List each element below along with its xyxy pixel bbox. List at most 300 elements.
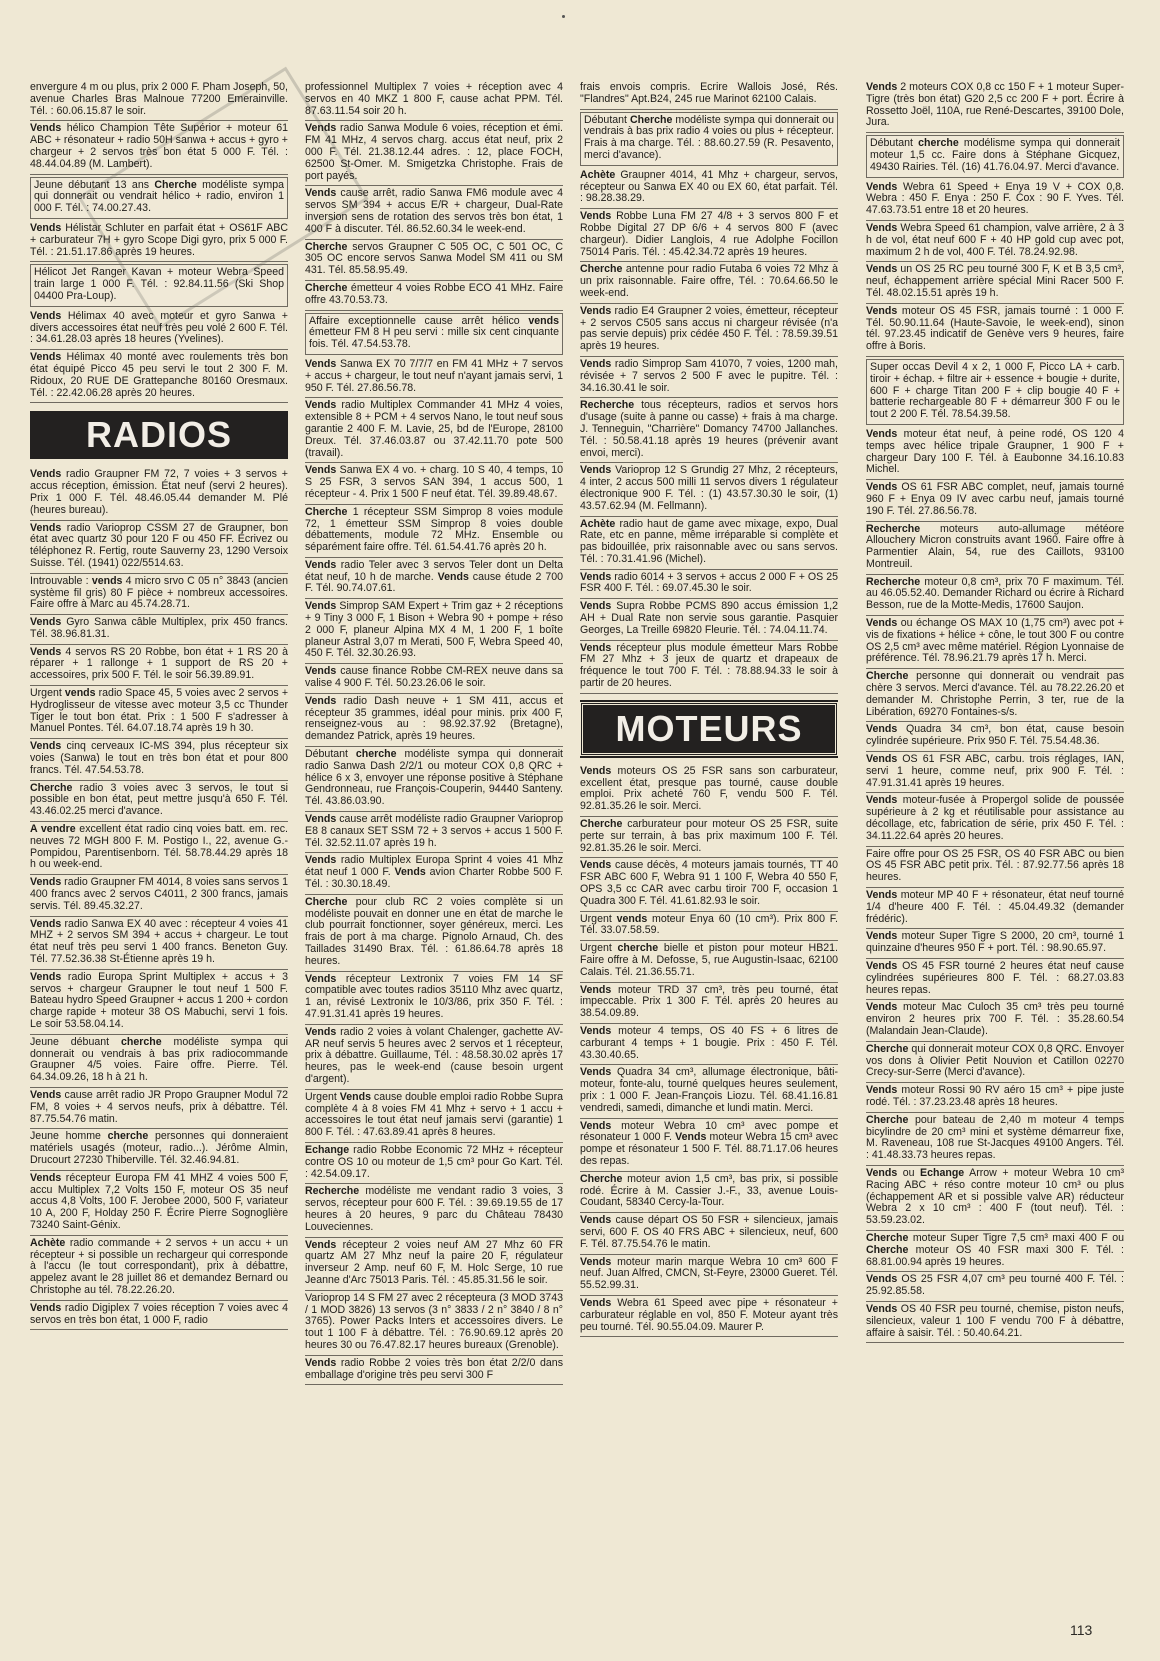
ad-text: OS 61 FSR ABC, carbu. trois réglages, IAN, servi 1 heure, comme neuf, prix 900 F. Tél. : 47.91.31.41 après 19 heures.	[866, 753, 1124, 789]
ad-text: modéliste me vendant radio 3 voies, 3 servos, récepteur pour 600 F. Tél. : 39.69.19.55 de 17 heures à 20 heures, 9 parc du Château 78430 Louveciennes.	[305, 1185, 563, 1233]
classified-ad	[30, 1236, 288, 1301]
classified-ad	[305, 1090, 563, 1143]
ad-text: radio Teler avec 3 servos Teler dont un Delta état neuf, 10 h de marche.	[305, 558, 563, 583]
ad-text: moteur état neuf, à peine rodé, OS 120 4 temps avec hélice tripale Graupner, 1 900 F + chargeur Dary 100 F. Tél. à Eaubonne 34.16.10.83 Michel.	[866, 427, 1124, 476]
classified-ad	[580, 209, 838, 262]
ad-keyword: Vends	[580, 983, 612, 996]
ad-text: radio Simprop Sam 41070, 7 voies, 1200 mah, révisée + 7 servos 2 500 F avec le pupitre. Tél. : 34.16.30.41 le soir.	[580, 357, 838, 394]
classified-ad	[580, 599, 838, 640]
ad-text: Hélimax 40 monté avec roulements très bon état équipé Picco 45 peu servi le tout 2 300 F. M. Ridoux, 20 RUE DE Grattepanche 80160 Oresmaux. Tél. : 22.42.06.28 après 20 heures.	[30, 351, 288, 399]
ad-text: modéliste sympa qui donnerait ou vendrais à bas prix radio 4 voies ou plus + récepteur. Frais à ma charge. Tél. : 88.60.27.59 (R. Pesavento, merci d'avance).	[584, 113, 834, 161]
ad-text: radio Graupner FM 4014, 8 voies sans servos 1 400 francs avec 2 servos C4011, 2 300 francs, jamais servis. Tél. 89.45.32.27.	[30, 876, 288, 912]
ad-keyword: Cherche	[866, 1231, 909, 1244]
ad-text: moteur OS 40 FSR maxi 300 F. Tél. : 68.81.00.94 après 19 heures.	[866, 1243, 1124, 1268]
ad-keyword: Vends	[305, 813, 337, 826]
ad-text: Urgent	[580, 942, 618, 955]
classified-ad	[305, 664, 563, 694]
ad-keyword: Vends	[866, 1084, 898, 1097]
classified-ad	[30, 521, 288, 574]
ad-text: carburateur pour moteur OS 25 FSR, suite perte sur terrain, à bas prix maximum 100 F. Tél. 92.81.35.26 le soir. Merci.	[580, 818, 838, 854]
ad-text: Affaire exceptionnelle cause arrêt hélico	[309, 314, 529, 327]
classified-ad	[305, 240, 563, 281]
ad-text: moteur avion 1,5 cm³, bas prix, si possible rodé. Écrire à M. Cassier J.-F., 33, avenue Louis-Coudant, 58340 Cercy-la-Tour.	[580, 1172, 838, 1209]
classified-ad	[866, 1000, 1124, 1041]
ad-keyword: Achète	[580, 168, 616, 181]
ad-keyword: Vends	[580, 570, 612, 583]
ad-text: émetteur FM 8 H peu servi : mille six cent cinquante fois. Tél. 47.54.53.78.	[309, 326, 559, 351]
ad-keyword: Cherche	[580, 818, 623, 831]
classified-ad	[305, 972, 563, 1025]
ad-text: radio Sanwa EX 40 avec : récepteur 4 voies 41 MHZ + 2 servos SM 394 + accus + chargeur. Le tout état neuf très peu servi 1 400 francs. Beneton Guy. Tél. 77.52.36.38 St-Étienne après 19 h.	[30, 917, 288, 966]
ad-keyword: Recherche	[866, 575, 921, 588]
ad-text: récepteur 2 voies neuf AM 27 Mhz 60 FR quartz AM 27 Mhz neuf la paire 20 F, régulateur inverseur 2 Amp. neuf 60 F, M. Holc Serge, 10 rue Jeanne d'Arc 75013 Paris. Tél. : 45.85.31.56 le soir.	[305, 1238, 563, 1286]
ad-keyword: cherche	[617, 942, 659, 955]
classified-ad	[580, 1255, 838, 1296]
classified-ad	[305, 1356, 563, 1386]
ad-text: radio Multiplex Europa Sprint 4 voies 41 Mhz état neuf 1 000 F.	[305, 854, 563, 879]
ad-text: Hélistar Schluter en parfait état + OS61F ABC + carburateur 7H + gyro Scope Digi gyro, prix 5 000 F. Tél. : 21.51.17.86 après 19 heures.	[30, 221, 288, 258]
classified-ad	[580, 463, 838, 516]
ad-text: radio Robbe 2 voies très bon état 2/2/0 dans emballage d'origine très peu servi 300 F	[305, 1356, 563, 1381]
ad-keyword: cherche	[120, 1035, 162, 1048]
classified-ad	[305, 1025, 563, 1090]
ad-keyword: Vends	[305, 357, 337, 370]
classified-ad	[866, 722, 1124, 752]
ad-keyword: Achète	[580, 517, 616, 530]
classified-ad	[866, 359, 1124, 425]
ad-keyword: Vends	[866, 427, 898, 440]
ad-text: Hélicot Jet Ranger Kavan + moteur Webra Speed train large 1 000 F. Tél. : 92.84.11.56 (Ski Shop 04400 Pra-Loup).	[34, 266, 284, 302]
ad-text: Hélimax 40 avec moteur et gyro Sanwa + divers accessoires état neuf très peu volé 2 600 F. Tél. : 34.61.28.03 après 18 heures (Yvelines).	[30, 309, 288, 346]
classified-ad	[580, 398, 838, 463]
classified-ad	[305, 853, 563, 894]
ad-text: qui donnerait moteur COX 0,8 QRC. Envoyer vos dons à Olivier Petit Nouvion et Catillon 02270 Crecy-sur-Serre (Merci d'avance).	[866, 1042, 1124, 1079]
ad-keyword: Vends	[580, 641, 612, 654]
classified-ad	[305, 186, 563, 239]
ad-keyword: Echange	[305, 1143, 350, 1156]
classified-ad	[866, 304, 1124, 357]
ad-keyword: Vends	[30, 1301, 62, 1314]
classified-ad	[580, 641, 838, 694]
ad-keyword: Vends	[305, 399, 337, 412]
classified-ad	[580, 262, 838, 303]
classified-ad	[30, 467, 288, 520]
ad-keyword: Vends	[866, 304, 898, 317]
ad-text: OS 61 FSR ABC complet, neuf, jamais tourné 960 F + Enya 09 IV avec carbu neuf, jamais tourné 190 F. Tél. 27.86.56.78.	[866, 481, 1124, 517]
classified-ad	[866, 1166, 1124, 1231]
classified-ad	[580, 80, 838, 110]
classified-ad	[305, 1291, 563, 1356]
classified-ad	[305, 505, 563, 558]
ad-text: radio Europa Sprint Multiplex + accus + 3 servos + chargeur Graupner le tout neuf 1 500 F. Bateau hydro Speed Graupner + accus 1 200 + cordon charge rapide + moteur 38 OS Mabuchi, servi 1 fois. Le soir 53.58.04.14.	[30, 970, 288, 1030]
ad-text: radio Multiplex Commander 41 MHz 4 voies, extensible 8 + PCM + 4 servos Nano, le tout neuf sous garantie 2 400 F. M. Lavie, 25, bd de l'Europe, 28100 Dreux. Tél. 37.46.03.87 ou 37.42.11.70 pote 500 (travail).	[305, 399, 563, 459]
ads-list-col3-top	[580, 80, 838, 694]
classified-ad	[30, 264, 288, 306]
ads-list-col2	[305, 80, 563, 1385]
ad-text: Jeune débuant	[30, 1035, 121, 1048]
ad-keyword: Vends	[580, 1255, 612, 1268]
ad-keyword: Vends	[30, 876, 62, 889]
ad-keyword: Vends	[30, 917, 62, 930]
ad-text: 2 moteurs COX 0,8 cc 150 F + 1 moteur Super-Tigre (très bon état) G20 2,5 cc 200 F + port. Écrire à Rossetto Joël, 110A, rue René-Descartes, 39100 Dole, Jura.	[866, 81, 1124, 129]
column-1	[30, 80, 288, 1580]
classified-ad	[305, 121, 563, 186]
classified-ad	[30, 80, 288, 121]
ad-keyword: Cherche	[580, 263, 623, 276]
ad-text: moteur 0,8 cm³, prix 70 F maximum. Tél. au 46.05.52.40. Demander Richard ou écrire à Richard Besson, rue de la Motte-Medis, 17600 Saujon.	[866, 575, 1124, 612]
ad-keyword: Vends	[305, 972, 337, 985]
classified-ad	[580, 570, 838, 600]
ad-keyword: Vends	[866, 930, 898, 943]
ad-text: avion Charter Robbe 500 F. Tél. : 30.30.18.49.	[305, 866, 563, 891]
ad-keyword: Vends	[580, 464, 612, 477]
classified-ad	[30, 350, 288, 403]
ad-text: radio Space 45, 5 voies avec 2 servos + Hydroglisseur de vitesse avec moteur 3,5 cc Thunder Tiger le tout bon état. Prix : 1 500 F s'adresser à Manuel Pontes. Tél. 64.07.18.74 après 19 h 30.	[30, 687, 288, 735]
ad-keyword: Vends	[305, 600, 337, 613]
ad-keyword: Vends	[30, 122, 62, 135]
ad-text: 4 micro srvo C 05 n° 3843 (ancien système fil gris) 80 F pièce + nombreux accessoires. Faire offre à Marc au 45.74.28.71.	[30, 574, 288, 611]
ad-keyword: Achète	[30, 1236, 66, 1249]
ad-keyword: A vendre	[30, 823, 76, 836]
ad-keyword: Vends	[580, 1025, 612, 1037]
ad-text: tous récepteurs, radios et servos hors d'usage (suite à panne ou casse) + frais à ma charge. J. Tenneguin, "Charrière" Domancy 74700 Jallanches. Tél. : 50.58.41.18 après 19 heures (prévenir avant envoi, merci).	[580, 399, 838, 459]
column-4	[866, 80, 1124, 1580]
ad-text: cause arrêt, radio Sanwa FM6 module avec 4 servos SM 394 + accus E/R + chargeur, Dual-Rate inversion sens de rotation des servos très bon état, 1 400 F à discuter. Tél. 86.52.60.34 le week-end.	[305, 187, 563, 235]
ad-text: Varioprop 12 S Grundig 27 Mhz, 2 récepteurs, 4 inter, 2 accus 500 milli 11 servos divers 1 régulateur électronique 900 F. Tél. : (1) 43.57.30.30 le soir, (1) 43.57.62.94 (M. Fellmann).	[580, 464, 838, 512]
ad-text: frais envois compris. Ecrire Wallois José, Rés. "Flandres" Apt.B24, 245 rue Marinot 62100 Calais.	[580, 81, 838, 105]
column-3	[580, 80, 838, 1580]
ad-text: moteur marin marque Webra 10 cm³ 600 F neuf. Juan Alfred, CMCN, St-Feyre, 23000 Gueret. Tél. 55.52.99.31.	[580, 1255, 838, 1292]
ad-keyword: Vends	[580, 304, 612, 317]
ad-text: pour club RC 2 voies complète si un modéliste pouvait en donner une en état de marche le club pourrait fonctionner, soyer généreux, merci. Les frais de port à ma charge. Pignolo Arnaud, Ch. des Taillades 31490 Brax. Tél. : 61.86.64.78 après 18 heures.	[305, 895, 563, 967]
ad-text: Jeune homme	[30, 1130, 108, 1143]
ad-keyword: Vends	[675, 1131, 707, 1144]
ad-text: Simprop SAM Expert + Trim gaz + 2 réceptions + 9 Tiny 3 000 F, 1 Bison + Webra 90 + pompe + réso 2 000 F, planeur Alpina MX 4 M, 1 200 F, 1 boîte planeur Astral 3,07 m Merati, 500 F, Webra Speed 40, 450 F. Tél. 32.30.26.93.	[305, 600, 563, 660]
classified-ad	[866, 888, 1124, 929]
classified-ad	[580, 817, 838, 858]
classified-ad	[580, 1172, 838, 1213]
classified-ad	[580, 1119, 838, 1172]
ad-text: Débutant	[305, 748, 356, 761]
classified-ad	[580, 1065, 838, 1118]
ad-keyword: Vends	[305, 122, 337, 135]
ad-text: Super occas Devil 4 x 2, 1 000 F, Picco LA + carb. tiroir + échap. + filtre air + essence + bougie + durite, 600 F + charge Titan 200 F + clip bougie 40 F + batterie rechargeable 80 F + démarreur 300 F ou le tout 2 200 F. Tél. 78.54.39.58.	[870, 360, 1120, 421]
classified-ad	[866, 522, 1124, 575]
ad-text: OS 45 FSR tourné 2 heures état neuf cause cylindrées supérieures 800 F. Tél. : 68.27.03.83 heures repas.	[866, 960, 1124, 996]
ad-text: 1 récepteur SSM Simprop 8 voies module 72, 1 émetteur SSM Simprop 8 voies double débattements, module 72 MHz. Ensemble ou séparément faire offre. Tél. 61.54.41.76 après 20 h.	[305, 505, 563, 554]
classified-ad	[305, 1238, 563, 1291]
ad-keyword: Vends	[305, 1238, 337, 1251]
ad-keyword: Vends	[580, 600, 612, 613]
ad-keyword: Vends	[866, 1273, 898, 1286]
ad-text: moteur Webra 10 cm³ avec pompe et résonateur 1 000 F.	[580, 1119, 838, 1144]
ad-text: Arrow + moteur Webra 10 cm³ Racing ABC + réso contre moteur 10 cm³ ou plus (échappement AR et si possible valve AR) réducteur Webra 2 x 10 cm³ : 400 F (tout neuf). Tél. : 53.59.23.02.	[866, 1166, 1124, 1227]
print-dot	[562, 15, 565, 18]
ad-keyword: Cherche	[630, 113, 673, 126]
ad-text: moteur Enya 60 (10 cm³). Prix 800 F. Tél. 33.07.58.59.	[580, 912, 838, 937]
ad-text: OS 40 FSR peu tourné, chemise, piston neufs, silencieux, valeur 1 100 F vendu 700 F à débattre, affaire à saisir. Tél. : 50.40.64.21.	[866, 1302, 1124, 1339]
ad-text: Webra 61 Speed avec pipe + résonateur + carburateur réglable en vol, 850 F. Moteur ayant très peu tourné. Tél. 90.55.04.09. Maurer P.	[580, 1296, 838, 1333]
classified-ad	[305, 398, 563, 463]
ad-text: cause étude 2 700 F. Tél. 90.74.07.61.	[305, 570, 563, 595]
ad-text: Webra Speed 61 champion, valve arrière, 2 à 3 h de vol, état neuf 600 F + 40 HP gold cup avec pot, maximum 2 h de vol, 400 F. Tél. 78.24.92.98.	[866, 221, 1124, 258]
ad-text: radio Varioprop CSSM 27 de Graupner, bon état avec quartz 30 pour 120 F ou 450 FF. Écrivez ou téléphonez R. Fertig, route Sauverny 23, 1290 Versoix Suisse. Tél. (1941) 022/5514.63.	[30, 521, 288, 569]
classified-ad	[580, 517, 838, 570]
ad-text: professionnel Multiplex 7 voies + réception avec 4 servos en 40 MKZ 1 800 F, cause achat PPM. Tél. 87.63.11.54 soir 20 h.	[305, 81, 563, 117]
ad-text: radio 3 voies avec 3 servos, le tout si possible en bon état, peut mettre jusqu'à 650 F. Tél. 43.46.02.25 merci d'avance.	[30, 781, 288, 818]
ad-text: récepteur plus module émetteur Mars Robbe FM 27 Mhz + 3 jeux de quartz et drapeaux de fréquence le tout 700 F. Tél. : 78.88.94.33 le soir à partir de 20 heures.	[580, 641, 838, 690]
ad-text: hélico Champion Tête Supérior + moteur 61 ABC + résonateur + radio 50H sanwa + accus + gyro + chargeur + 2 servos très bon état 5 000 F. Tél. : 48.44.04.89 (M. Lambert).	[30, 122, 288, 170]
ad-keyword: Vends	[866, 1166, 898, 1179]
ad-keyword: Vends	[305, 694, 337, 707]
classified-ad	[866, 929, 1124, 959]
ad-text: personnes qui donneraient matériels usagés (moteur, radio...). Jérôme Almin, Drucourt 27230 Thiberville. Tél. 32.46.94.81.	[30, 1130, 288, 1166]
ad-text: moteur Super Tigre 7,5 cm³ maxi 400 F ou	[908, 1231, 1124, 1244]
ad-text: moteur MP 40 F + résonateur, état neuf tourné 1/4 d'heure 400 F. Tél. : 45.04.49.32 (demander frédéric).	[866, 889, 1124, 925]
ad-text: Débutant	[584, 113, 630, 126]
classified-ad	[866, 1302, 1124, 1343]
ad-keyword: Vends	[866, 263, 898, 276]
classified-ad	[580, 912, 838, 942]
ad-keyword: Vends	[30, 740, 62, 753]
classified-ad	[580, 764, 838, 817]
ad-keyword: Vends	[30, 521, 62, 534]
ad-text: Gyro Sanwa câble Multiplex, prix 450 francs. Tél. 38.96.81.31.	[30, 616, 288, 640]
classified-ad	[305, 1184, 563, 1237]
ad-text: personne qui donnerait ou vendrait pas chère 3 servos. Merci d'avance. Tél. au 78.22.26.20 et demander M. Christophe Perrin, 3 ter, rue de la Libération, 69270 Fontaines-s/s.	[866, 670, 1124, 718]
ads-list-col1-top	[30, 80, 288, 403]
ad-keyword: vends	[528, 314, 559, 327]
ad-keyword: Vends	[580, 1296, 612, 1309]
ad-keyword: Vends	[30, 468, 62, 481]
classified-ad	[305, 313, 563, 355]
classified-ad	[866, 180, 1124, 221]
classified-ad	[866, 1113, 1124, 1166]
classified-ad	[30, 781, 288, 822]
ad-text: moteur Webra 15 cm³ avec pompe et résonateur 1 500 F. Tél. 88.71.17.06 heures des repas.	[580, 1131, 838, 1167]
ad-text: Jeune débutant 13 ans	[34, 178, 155, 191]
ad-text: pour bateau de 2,40 m moteur 4 temps bicylindre de 20 cm³ mini et système démarreur fixe, M. Raveneau, 108 rue St-Jacques 49100 Angers. Tél. : 41.48.33.73 heures repas.	[866, 1113, 1124, 1162]
section-heading-moteurs: MOTEURS	[580, 702, 838, 756]
ad-keyword: Vends	[866, 1001, 898, 1014]
ad-text: Urgent	[30, 687, 65, 700]
ad-keyword: Vends	[305, 464, 337, 477]
ad-keyword: Vends	[30, 221, 62, 234]
classified-ad	[30, 917, 288, 970]
ad-keyword: Cherche	[866, 1042, 909, 1055]
ad-keyword: Vends	[30, 970, 62, 983]
ad-text: Sanwa EX 4 vo. + charg. 10 S 40, 4 temps, 10 S 25 FSR, 3 servos SAN 394, 1 accus 500, 1 récepteur - 4. Prix 1 500 F neuf état. Tél. 39.89.48.67.	[305, 464, 563, 500]
classified-ad	[866, 221, 1124, 262]
classified-ad	[580, 941, 838, 982]
ad-keyword: Vends	[866, 221, 898, 234]
ad-keyword: Cherche	[866, 670, 909, 683]
ad-text: cinq cerveaux IC-MS 394, plus récepteur six voies (Sanwa) le tout en très bon état et pour 800 francs. Tél. 47.54.53.78.	[30, 740, 288, 776]
ad-text: moteur Rossi 90 RV aéro 15 cm³ + pipe juste rodé. Tél. : 37.23.23.48 après 18 heures.	[866, 1084, 1124, 1108]
classified-ad	[30, 1301, 288, 1331]
ad-text: moteur Mac Culoch 35 cm³ très peu tourné environ 2 heures prix 700 F. Tél. : 35.28.60.54 (Malandain Jean-Claude).	[866, 1001, 1124, 1037]
ad-keyword: Vends	[866, 723, 898, 736]
classified-ad	[866, 480, 1124, 521]
classified-ad	[30, 1088, 288, 1129]
classified-ad	[866, 427, 1124, 480]
classified-ad	[30, 177, 288, 219]
ad-keyword: Vends	[305, 1025, 337, 1038]
ad-text: ou échange OS MAX 10 (1,75 cm³) avec pot + vis de fixations + hélice + cône, le tout 300 F ou contre OS 2,5 cm³ avec même matériel. Région Lyonnaise de préférence. Tél. 78.96.21.79 après 17 h. Merci.	[866, 617, 1124, 665]
ad-text: modélisme sympa qui donnerait moteur 1,5 cc. Faire dons à Stéphane Gicquez, 49430 Rairies. Tél. (16) 41.76.04.97. Merci d'avance.	[870, 137, 1120, 173]
classified-ad	[30, 1035, 288, 1088]
classified-ad	[305, 747, 563, 812]
ad-text: radio Robbe Economic 72 MHz + récepteur contre OS 10 ou moteur de 1,5 cm³ pour Go Kart. Tél. : 42.54.09.17.	[305, 1143, 563, 1180]
ad-text: radio E4 Graupner 2 voies, émetteur, récepteur + 2 servos C505 sans accus ni chargeur révisée (n'a pas servie depuis) prix cédée 450 F. Tél. : 78.59.39.51 après 19 heures.	[580, 304, 838, 353]
classified-ad	[305, 281, 563, 311]
classified-ad	[30, 739, 288, 780]
ad-keyword: Vends	[580, 859, 612, 872]
classified-ad	[30, 1171, 288, 1236]
ad-text: radio 6014 + 3 servos + accus 2 000 F + OS 25 FSR 400 F. Tél. : 69.07.45.30 le soir.	[580, 570, 838, 595]
ad-text: Urgent	[305, 1090, 340, 1103]
classified-ad	[305, 812, 563, 853]
ad-keyword: Recherche	[866, 522, 921, 535]
ad-text: Débutant	[870, 137, 919, 150]
classified-ad	[866, 1272, 1124, 1302]
ad-text: radio 2 voies à volant Chalenger, gachette AV-AR neuf servis 5 heures avec 2 servos et 1 récepteur, prix à débattre. Guillaume, Tél. : 48.58.30.02 après 17 heures, pas le week-end (cause besoin urgent d'argent).	[305, 1025, 563, 1085]
ad-keyword: Vends	[394, 866, 426, 879]
ad-text: excellent état radio cinq voies batt. em. rec. neuves 72 MGH 800 F. M. Postigo I., 22, avenue G.-Pompidou, Parentisenborn. Tél. 58.78.44.29 après 18 h ou week-end.	[30, 823, 288, 871]
classified-ad	[305, 1143, 563, 1184]
ad-text: Varioprop 14 S FM 27 avec 2 récepteura (3 MOD 3743 / 1 MOD 3826) 13 servos (3 n° 3833 / 2 n° 3840 / 8 n° 3765). Power Packs Inters et accessoires divers. Le tout 1 100 F à débattre. Tél. : 76.90.69.12 après 20 heures 30 ou 76.47.82.17 heures bureaux (Grenoble).	[305, 1291, 563, 1351]
classified-ad	[866, 575, 1124, 616]
ad-keyword: Vends	[866, 960, 898, 972]
classified-ad	[866, 752, 1124, 793]
ad-keyword: Echange	[920, 1166, 965, 1179]
ad-keyword: Vends	[437, 570, 469, 583]
classified-ad	[30, 686, 288, 739]
ad-keyword: cherche	[355, 748, 397, 761]
classified-ad	[305, 558, 563, 599]
classified-ad	[580, 1213, 838, 1254]
ads-list-col4	[866, 80, 1124, 1343]
classified-ad	[580, 304, 838, 357]
ad-keyword: Vends	[866, 617, 898, 630]
classified-ad	[305, 599, 563, 664]
ad-text: antenne pour radio Futaba 6 voies 72 Mhz à un prix raisonnable. Faire offre, Tél. : 70.64.66.50 le week-end.	[580, 263, 838, 299]
classified-ad	[580, 168, 838, 209]
ad-text: ou	[897, 1166, 921, 1179]
ad-keyword: Vends	[30, 616, 62, 629]
classified-ad	[30, 221, 288, 262]
ad-keyword: vends	[64, 687, 96, 700]
classified-ad	[30, 875, 288, 916]
classified-ad	[866, 616, 1124, 669]
ad-keyword: cherche	[918, 137, 959, 150]
ad-text: Graupner 4014, 41 Mhz + chargeur, servos, récepteur ou Sanwa EX 40 ou EX 60, état parfait. Tél. : 98.28.38.29.	[580, 168, 838, 205]
ad-text: émetteur 4 voies Robbe ECO 41 MHz. Faire offre 43.70.53.73.	[305, 281, 563, 306]
ad-text: moteur OS 45 FSR, jamais tourné : 1 000 F. Tél. 50.90.11.64 (Haute-Savoie, le week-end), sinon tél. 97.23.45 indicatif de Genève vers 9 heures, faire offre à Boris.	[866, 304, 1124, 353]
ad-text: cause finance Robbe CM-REX neuve dans sa valise 4 900 F. Tél. 50.23.26.06 le soir.	[305, 665, 563, 690]
ad-keyword: Cherche	[30, 781, 73, 794]
ad-text: Urgent	[580, 912, 617, 925]
ads-list-radios	[30, 467, 288, 1330]
ad-text: Quadra 34 cm³, bon état, cause besoin cylindrée supérieure. Prix 950 F. Tél. 75.54.48.36.	[866, 723, 1124, 748]
ad-keyword: Vends	[580, 1214, 612, 1227]
ad-text: moteurs auto-allumage météore Allouchery Micron construits avant 1960. Faire offre à Parmentier Alain, 54, rue des Caillots, 93100 Montreuil.	[866, 522, 1124, 570]
classified-ad	[30, 309, 288, 350]
classified-ad	[30, 615, 288, 645]
ad-text: cause arrêt modéliste radio Graupner Varioprop E8 8 canaux SET SSM 72 + 3 servos + accus 1 500 F. Tél. 32.52.11.07 après 19 h.	[305, 813, 563, 849]
ad-keyword: Cherche	[866, 1113, 909, 1126]
ad-text: moteur Super Tigre S 2000, 20 cm³, tourné 1 quinzaine d'heures 950 F + port. Tél. : 98.90.65.97.	[866, 930, 1124, 955]
section-heading-radios: RADIOS	[30, 411, 288, 459]
ad-keyword: vends	[91, 574, 123, 587]
column-2	[305, 80, 563, 1580]
ad-keyword: Vends	[339, 1090, 371, 1103]
ad-text: servos Graupner C 505 OC, C 501 OC, C 305 OC encore servos Sanwa Model SM 411 ou SM 431. Tél. 85.58.95.49.	[305, 240, 563, 277]
ad-text: cause double emploi radio Robbe Supra complète 4 à 8 voies FM 41 Mhz + servo + 1 accu + accessoires le tout état neuf jamais servi (garantie) 1 800 F. Tél. : 47.63.89.41 après 8 heures.	[305, 1090, 563, 1139]
classified-ad	[866, 793, 1124, 846]
ad-keyword: Vends	[866, 889, 898, 902]
ad-text: Sanwa EX 70 7/7/7 en FM 41 MHz + 7 servos + accus + chargeur, le tout neuf n'ayant jamais servi, 1 950 F. Tél. 27.86.56.78.	[305, 357, 563, 394]
classified-ad	[30, 645, 288, 686]
ad-text: moteur TRD 37 cm³, très peu tourné, état impeccable. Prix 1 300 F. Tél. après 20 heures au 38.54.09.89.	[580, 983, 838, 1020]
classified-ad	[30, 574, 288, 615]
ad-keyword: Vends	[30, 1088, 62, 1101]
ad-text: Quadra 34 cm³, allumage électronique, bâti-moteur, fonte-alu, tourné quelques heures seulement, prix : 1 000 F. Jean-François Liozu. Tél. 68.41.16.81 vendredi, samedi, dimanche et lundi matin. Merci.	[580, 1066, 838, 1114]
ad-text: Faire offre pour OS 25 FSR, OS 40 FSR ABC ou bien OS 45 FSR ABC petit prix. Tél. : 87.92.77.56 après 18 heures.	[866, 847, 1124, 884]
ad-text: radio Dash neuve + 1 SM 411, accus et récepteur 35 grammes, idéal pour minis. prix 400 F, renseignez-vous au : 98.92.37.92 (Bretagne), demandez Patrick, après 19 heures.	[305, 694, 563, 743]
ad-keyword: Vends	[305, 1356, 337, 1369]
ad-text: envergure 4 m ou plus, prix 2 000 F. Pham Joseph, 50, avenue Charles Bras Malnoue 77200 Emerainville. Tél. : 60.06.15.87 le soir.	[30, 81, 288, 117]
ad-keyword: Vends	[305, 854, 337, 867]
ad-text: cause arrêt radio JR Propo Graupner Modul 72 FM, 8 voies + 4 servos neufs, prix à débattre. Tél. 87.75.54.76 matin.	[30, 1088, 288, 1125]
ad-keyword: Vends	[305, 558, 337, 571]
ad-text: 4 servos RS 20 Robbe, bon état + 1 RS 20 à réparer + 1 rallonge + 1 support de RS 20 + accessoires, prix 500 F. Tél. le soir 56.39.89.91.	[30, 645, 288, 682]
ad-keyword: cherche	[107, 1130, 149, 1143]
ad-keyword: Cherche	[305, 895, 348, 908]
ad-keyword: vends	[616, 912, 648, 925]
classified-ad	[580, 1024, 838, 1065]
classified-ad	[305, 357, 563, 398]
ad-keyword: Cherche	[154, 178, 197, 191]
ad-keyword: Vends	[580, 210, 612, 223]
ad-text: récepteur Europa FM 41 MHZ 4 voies 500 F, accu Multiplex 7,2 Volts 150 F, moteur OS 35 neuf accus 4,8 Volts, 100 F. Jerobee 2000, 500 F, variateur 10 A, 200 F, Holday 250 F. Écrire Pierre Sognoglière 73240 Saint-Génix.	[30, 1171, 288, 1231]
ad-keyword: Vends	[866, 753, 898, 766]
ad-text: radio Digiplex 7 voies réception 7 voies avec 4 servos en très bon état, 1 000 F, radio	[30, 1301, 288, 1326]
classified-ad	[866, 80, 1124, 133]
classified-ad	[305, 895, 563, 972]
ad-keyword: Vends	[866, 81, 898, 93]
classified-ad	[30, 970, 288, 1035]
classified-ad	[866, 262, 1124, 303]
ad-text: modéliste sympa qui donnerait radio Sanwa Dash 2/2/1 ou moteur COX 0,8 QRC + hélice 6 x 3, envoyer une réponse positive à Stéphane Gendronneau, rue François-Couperin, 94440 Santeny. Tél. 43.86.03.90.	[305, 748, 563, 808]
classified-ad	[30, 822, 288, 875]
ad-keyword: Recherche	[305, 1185, 360, 1198]
ad-text: modéliste sympa qui donnerait ou vendrais à bas prix radiocommande Graupner 4/5 voies. Faire offre. Pierre. Tél. 64.34.09.26, 18 h à 21 h.	[30, 1035, 288, 1084]
ad-keyword: Vends	[580, 1119, 612, 1132]
classified-ad	[580, 112, 838, 166]
ad-keyword: Cherche	[305, 240, 348, 253]
ad-text: récepteur Lextronix 7 voies FM 14 SF compatible avec toutes radios 35110 Mhz avec quartz, 1 an, révisé Lextronix le 10/3/86, prix 350 F. Tél. : 47.91.31.41 après 19 heures.	[305, 972, 563, 1020]
ad-text: modéliste sympa qui donnerait ou vendrait hélico + radio, environ 1 000 F. Tél. : 74.00.27.43.	[34, 178, 284, 215]
ad-keyword: Vends	[305, 187, 337, 200]
classified-ad	[580, 357, 838, 398]
ad-keyword: Vends	[866, 481, 898, 494]
classified-ad	[866, 847, 1124, 888]
ad-text: cause décès, 4 moteurs jamais tournés, TT 40 FSR ABC 600 F, Webra 91 1 100 F, Webra 40 550 F, OPS 3,5 cc CAR avec carbu tiroir 700 F, occasion 1 Quadra 300 F. Tél. 41.61.82.93 le soir.	[580, 859, 838, 907]
ad-text: moteur 4 temps, OS 40 FS + 6 litres de carburant 4 temps + 1 bougie. Prix : 450 F. Tél. 43.30.40.65.	[580, 1025, 838, 1061]
ad-text: Webra 61 Speed + Enya 19 V + COX 0,8. Webra : 450 F. Enya : 250 F. Cox : 90 F. Yves. Tél. 47.63.73.51 entre 18 et 20 heures.	[866, 180, 1124, 217]
ad-text: OS 25 FSR 4,07 cm³ peu tourné 400 F. Tél. : 25.92.85.58.	[866, 1273, 1124, 1298]
